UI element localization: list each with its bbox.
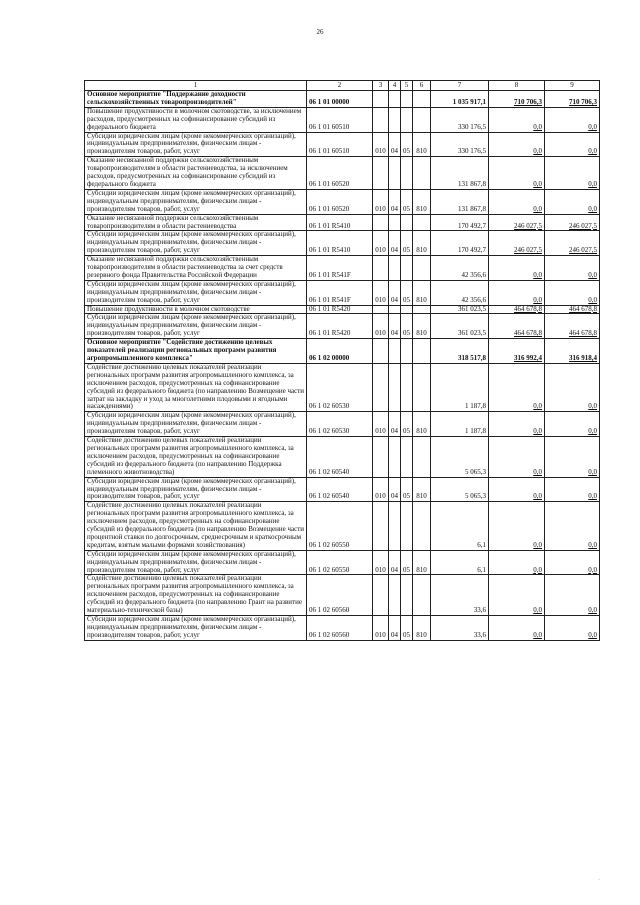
col4-code [389,256,401,281]
col5-code [401,305,413,314]
col4-code [389,214,401,231]
amount-col8: 0,0 [489,437,545,478]
table-row [85,314,600,339]
col6-code [413,91,431,108]
col4-code: 04 [389,412,401,437]
header-cell-6: 6 [413,81,431,91]
col3-code: 010 [373,412,389,437]
col3-code [373,91,389,108]
col6-code [413,437,431,478]
row-name: Содействие достижению целевых показателей реализации региональных программ развития агропромышленного комплекса, за исключением расходов, предусмотренных на софинансирование субсидий из федерального бюджета (по направлению Поддержка племенного животноводства) [85,437,307,478]
col5-code [401,157,413,190]
amount-col8: 0,0 [489,363,545,411]
col5-code: 05 [401,616,413,641]
row-name: Субсидии юридическим лицам (кроме некоммерческих организаций), индивидуальным предпринимателям, физическим лицам - производителям товаров, работ, услуг [85,231,307,256]
row-name: Содействие достижению целевых показателей реализации региональных программ развития агропромышленного комплекса, за исключением расходов, предусмотренных на софинансирование субсидий из федерального бюджета (по направлению Возмещение части затрат на закладку и уход за многолетними плодовыми и ягодными насаждениями) [85,363,307,411]
col3-code: 010 [373,231,389,256]
budget-code: 06 1 02 60550 [307,550,373,575]
col4-code: 04 [389,132,401,157]
table-row [85,616,600,641]
amount-col9: 0,0 [545,280,600,305]
header-cell-2: 2 [307,81,373,91]
amount-col7: 131 867,8 [431,189,489,214]
col5-code [401,363,413,411]
row-name: Субсидии юридическим лицам (кроме некоммерческих организаций), индивидуальным предпринимателям, физическим лицам - производителям товаров, работ, услуг [85,132,307,157]
table-row [85,550,600,575]
col4-code: 04 [389,280,401,305]
col6-code: 810 [413,231,431,256]
amount-col8: 246 027,5 [489,231,545,256]
table-row [85,575,600,616]
budget-code: 06 1 02 60560 [307,616,373,641]
table-row [85,157,600,190]
amount-col9: 0,0 [545,477,600,502]
amount-col8: 0,0 [489,107,545,132]
amount-col9: 0,0 [545,616,600,641]
budget-code: 06 1 02 60530 [307,412,373,437]
amount-col9: 710 706,3 [545,91,600,108]
budget-code: 06 1 01 60520 [307,189,373,214]
row-name: Основное мероприятие "Поддержание доходности сельскохозяйственных товаропроизводителей" [85,91,307,108]
page-number: 26 [316,28,324,36]
table-row [85,502,600,550]
amount-col9: 0,0 [545,363,600,411]
row-name: Оказание несвязанной поддержки сельскохозяйственным товаропроизводителям в области растениеводства за счет средств резервного фонда Правительства Российской Федерации [85,256,307,281]
amount-col9: 464 678,8 [545,314,600,339]
col6-code: 810 [413,314,431,339]
col6-code: 810 [413,616,431,641]
row-name: Основное мероприятие "Содействие достижению целевых показателей реализации региональных программ развития агропромышленного комплекса" [85,339,307,364]
amount-col7: 5 065,3 [431,437,489,478]
table-row [85,214,600,231]
col4-code [389,437,401,478]
amount-col8: 464 678,8 [489,305,545,314]
header-cell-9: 9 [545,81,600,91]
amount-col8: 0,0 [489,132,545,157]
col6-code [413,339,431,364]
col6-code: 810 [413,477,431,502]
table-row [85,256,600,281]
amount-col8: 0,0 [489,477,545,502]
col4-code [389,339,401,364]
col4-code: 04 [389,314,401,339]
col5-code [401,575,413,616]
col5-code [401,437,413,478]
budget-code: 06 1 01 60520 [307,157,373,190]
header-cell-7: 7 [431,81,489,91]
table-section-row [85,339,600,364]
col5-code [401,91,413,108]
table-row [85,107,600,132]
amount-col8: 0,0 [489,157,545,190]
amount-col9: 0,0 [545,550,600,575]
amount-col9: 246 027,5 [545,231,600,256]
col3-code [373,502,389,550]
col3-code [373,575,389,616]
budget-code: 06 1 01 R5420 [307,314,373,339]
col3-code [373,157,389,190]
col5-code [401,107,413,132]
row-name: Субсидии юридическим лицам (кроме некоммерческих организаций), индивидуальным предпринимателям, физическим лицам - производителям товаров, работ, услуг [85,189,307,214]
col4-code [389,363,401,411]
budget-code: 06 1 01 R541F [307,280,373,305]
col3-code: 010 [373,550,389,575]
col3-code: 010 [373,616,389,641]
amount-col9: 316 918,4 [545,339,600,364]
amount-col7: 1 035 917,1 [431,91,489,108]
col4-code: 04 [389,550,401,575]
budget-code: 06 1 02 60560 [307,575,373,616]
col4-code [389,91,401,108]
table-row [85,189,600,214]
amount-col7: 6,1 [431,502,489,550]
budget-code: 06 1 01 60510 [307,132,373,157]
amount-col8: 464 678,8 [489,314,545,339]
col6-code [413,157,431,190]
amount-col9: 0,0 [545,502,600,550]
budget-code: 06 1 01 R5420 [307,305,373,314]
header-cell-1: 1 [85,81,307,91]
amount-col7: 1 187,8 [431,363,489,411]
amount-col8: 0,0 [489,616,545,641]
budget-code: 06 1 01 R5410 [307,231,373,256]
header-cell-3: 3 [373,81,389,91]
amount-col7: 330 176,5 [431,132,489,157]
header-row [85,81,600,91]
budget-code: 06 1 02 00000 [307,339,373,364]
col6-code [413,214,431,231]
col6-code [413,502,431,550]
budget-table [84,80,600,641]
row-name: Субсидии юридическим лицам (кроме некоммерческих организаций), индивидуальным предпринимателям, физическим лицам - производителям товаров, работ, услуг [85,550,307,575]
table-row [85,477,600,502]
amount-col9: 0,0 [545,437,600,478]
amount-col9: 0,0 [545,412,600,437]
col4-code: 04 [389,477,401,502]
amount-col7: 42 356,6 [431,256,489,281]
col3-code [373,107,389,132]
budget-code: 06 1 02 60530 [307,363,373,411]
budget-code: 06 1 01 60510 [307,107,373,132]
col4-code: 04 [389,616,401,641]
col6-code [413,256,431,281]
col5-code: 05 [401,280,413,305]
col5-code [401,214,413,231]
header-cell-8: 8 [489,81,545,91]
amount-col7: 361 023,5 [431,314,489,339]
table-row [85,132,600,157]
table-body [85,81,600,641]
col6-code: 810 [413,132,431,157]
amount-col7: 42 356,6 [431,280,489,305]
row-name: Субсидии юридическим лицам (кроме некоммерческих организаций), индивидуальным предпринимателям, физическим лицам - производителям товаров, работ, услуг [85,477,307,502]
row-name: Повышение продуктивности в молочном скотоводстве, за исключением расходов, предусмотренных на софинансирование субсидий из федерального бюджета [85,107,307,132]
row-name: Содействие достижению целевых показателей реализации региональных программ развития агропромышленного комплекса, за исключением расходов, предусмотренных на софинансирование субсидий из федерального бюджета (по направлению Грант на развитие материально-технической базы) [85,575,307,616]
amount-col8: 0,0 [489,280,545,305]
row-name: Повышение продуктивности в молочном скотоводстве [85,305,307,314]
col6-code: 810 [413,412,431,437]
budget-code: 06 1 02 60540 [307,477,373,502]
row-name: Содействие достижению целевых показателей реализации региональных программ развития агропромышленного комплекса, за исключением расходов, предусмотренных на софинансирование субсидий из федерального бюджета (по направлению Возмещение части процентной ставки по долгосрочным, среднесрочным и краткосрочным кредитам, взятым малыми формами хозяйствования) [85,502,307,550]
amount-col8: 316 992,4 [489,339,545,364]
row-name: Субсидии юридическим лицам (кроме некоммерческих организаций), индивидуальным предпринимателям, физическим лицам - производителям товаров, работ, услуг [85,314,307,339]
amount-col8: 0,0 [489,550,545,575]
col5-code [401,256,413,281]
row-name: Оказание несвязанной поддержки сельскохозяйственным товаропроизводителям в области растениеводства, за исключением расходов, предусмотренных на софинансирование субсидий из федерального бюджета [85,157,307,190]
col5-code: 05 [401,231,413,256]
table-row [85,231,600,256]
table-row [85,280,600,305]
col3-code [373,256,389,281]
col3-code: 010 [373,280,389,305]
col6-code: 810 [413,280,431,305]
col4-code: 04 [389,231,401,256]
budget-code: 06 1 02 60550 [307,502,373,550]
row-name: Субсидии юридическим лицам (кроме некоммерческих организаций), индивидуальным предпринимателям, физическим лицам - производителям товаров, работ, услуг [85,280,307,305]
budget-code: 06 1 02 60540 [307,437,373,478]
col5-code: 05 [401,477,413,502]
col6-code [413,575,431,616]
col4-code [389,502,401,550]
budget-code: 06 1 01 00000 [307,91,373,108]
col4-code [389,157,401,190]
budget-code: 06 1 01 R541F [307,256,373,281]
col3-code [373,214,389,231]
table-row [85,363,600,411]
col5-code [401,502,413,550]
col5-code [401,339,413,364]
amount-col9: 0,0 [545,132,600,157]
amount-col8: 0,0 [489,256,545,281]
amount-col7: 1 187,8 [431,412,489,437]
amount-col7: 5 065,3 [431,477,489,502]
amount-col9: 0,0 [545,189,600,214]
header-cell-5: 5 [401,81,413,91]
col4-code [389,305,401,314]
col3-code: 010 [373,189,389,214]
col6-code [413,363,431,411]
amount-col7: 6,1 [431,550,489,575]
col3-code: 010 [373,314,389,339]
col5-code: 05 [401,314,413,339]
amount-col8: 0,0 [489,502,545,550]
col5-code: 05 [401,550,413,575]
amount-col7: 170 492,7 [431,214,489,231]
col3-code [373,363,389,411]
budget-code: 06 1 01 R5410 [307,214,373,231]
col3-code: 010 [373,477,389,502]
amount-col8: 0,0 [489,412,545,437]
col3-code: 010 [373,132,389,157]
amount-col9: 0,0 [545,256,600,281]
amount-col7: 33,6 [431,616,489,641]
amount-col9: 0,0 [545,157,600,190]
table-row [85,437,600,478]
amount-col7: 318 517,8 [431,339,489,364]
amount-col8: 0,0 [489,575,545,616]
amount-col9: 0,0 [545,107,600,132]
col5-code: 05 [401,412,413,437]
amount-col9: 246 027,5 [545,214,600,231]
col5-code: 05 [401,189,413,214]
row-name: Субсидии юридическим лицам (кроме некоммерческих организаций), индивидуальным предпринимателям, физическим лицам - производителям товаров, работ, услуг [85,412,307,437]
col4-code [389,107,401,132]
table-row [85,412,600,437]
amount-col8: 0,0 [489,189,545,214]
amount-col7: 170 492,7 [431,231,489,256]
row-name: Субсидии юридическим лицам (кроме некоммерческих организаций), индивидуальным предпринимателям, физическим лицам - производителям товаров, работ, услуг [85,616,307,641]
col6-code [413,107,431,132]
row-name: Оказание несвязанной поддержки сельскохозяйственным товаропроизводителям в области растениеводства [85,214,307,231]
col6-code: 810 [413,550,431,575]
amount-col8: 246 027,5 [489,214,545,231]
col6-code: 810 [413,189,431,214]
col3-code [373,437,389,478]
amount-col7: 330 176,5 [431,107,489,132]
amount-col7: 361 023,5 [431,305,489,314]
col4-code: 04 [389,189,401,214]
amount-col9: 0,0 [545,575,600,616]
col4-code [389,575,401,616]
col3-code [373,339,389,364]
amount-col9: 464 678,8 [545,305,600,314]
table-section-row [85,91,600,108]
col5-code: 05 [401,132,413,157]
amount-col8: 710 706,3 [489,91,545,108]
scan-mark: · [598,877,600,883]
amount-col7: 33,6 [431,575,489,616]
col3-code [373,305,389,314]
col6-code [413,305,431,314]
header-cell-4: 4 [389,81,401,91]
amount-col7: 131 867,8 [431,157,489,190]
